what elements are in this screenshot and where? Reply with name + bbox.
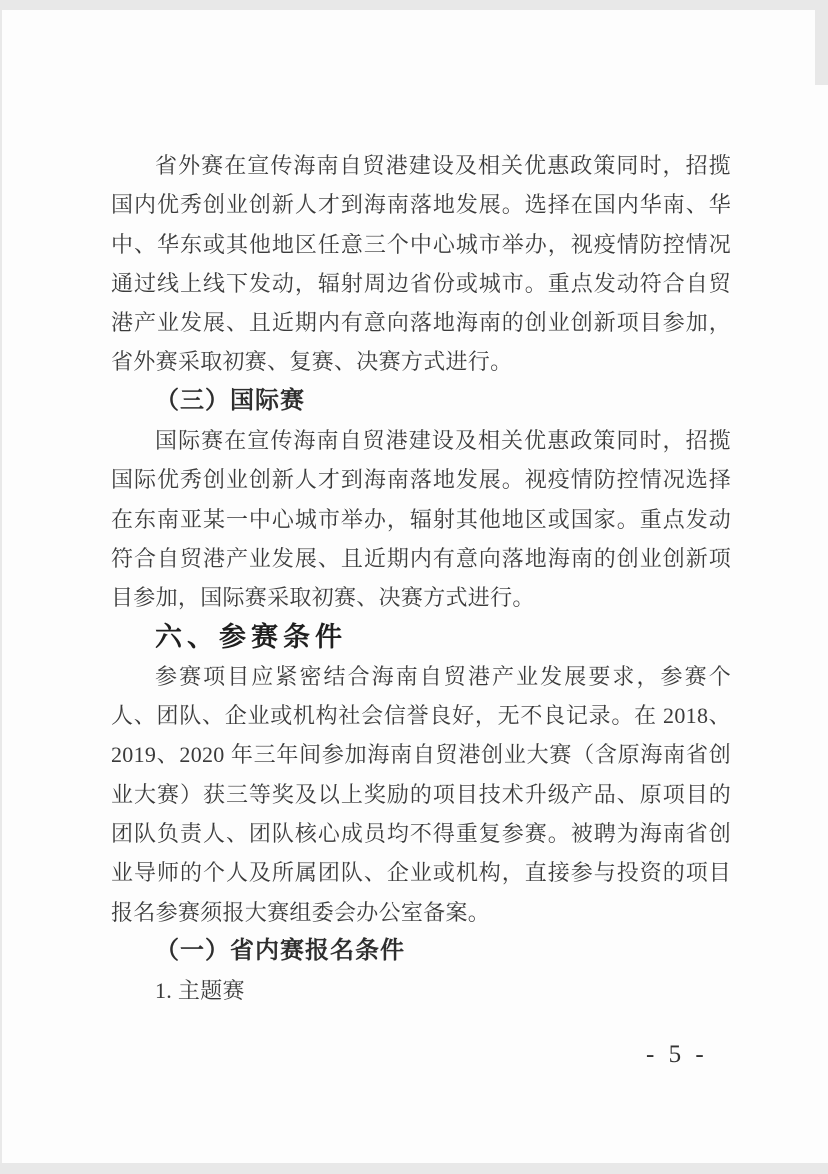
paragraph-outside-province-competition: 省外赛在宣传海南自贸港建设及相关优惠政策同时，招揽国内优秀创业创新人才到海南落地发展。选择在国内华南、华中、华东或其他地区任意三个中心城市举办，视疫情防控情况通过线上线下发动，辐射周边省份或城市。重点发动符合自贸港产业发展、且近期内有意向落地海南的创业创新项目参加，省外赛采取初赛、复赛、决赛方式进行。	[111, 153, 731, 375]
paragraph-international-competition: 国际赛在宣传海南自贸港建设及相关优惠政策同时，招揽国际优秀创业创新人才到海南落地发展。视疫情防控情况选择在东南亚某一中心城市举办，辐射其他地区或国家。重点发动符合自贸港产业发展、且近期内有意向落地海南的创业创新项目参加，国际赛采取初赛、决赛方式进行。	[111, 428, 731, 611]
heading-international-competition: （三）国际赛	[155, 387, 305, 414]
heading-provincial-registration-conditions: （一）省内赛报名条件	[155, 937, 405, 964]
page-number: - 5 -	[646, 1041, 708, 1068]
item-theme-competition: 1. 主题赛	[155, 978, 245, 1004]
paragraph-entry-requirements: 参赛项目应紧密结合海南自贸港产业发展要求，参赛个人、团队、企业或机构社会信誉良好，无不良记录。在 2018、2019、2020 年三年间参加海南自贸港创业大赛（含原海南省创业大赛）获三等奖及以上奖励的项目技术升级产品、原项目的团队负责人、团队核心成员均不得重复参赛。被聘为海南省创业导师的个人及所属团队、企业或机构，直接参与投资的项目报名参赛须报大赛组委会办公室备案。	[111, 663, 731, 925]
document-body	[111, 146, 731, 1011]
scan-edge-artifact	[815, 0, 828, 85]
document-page	[0, 10, 828, 1163]
heading-entry-requirements: 六、参赛条件	[155, 621, 347, 653]
